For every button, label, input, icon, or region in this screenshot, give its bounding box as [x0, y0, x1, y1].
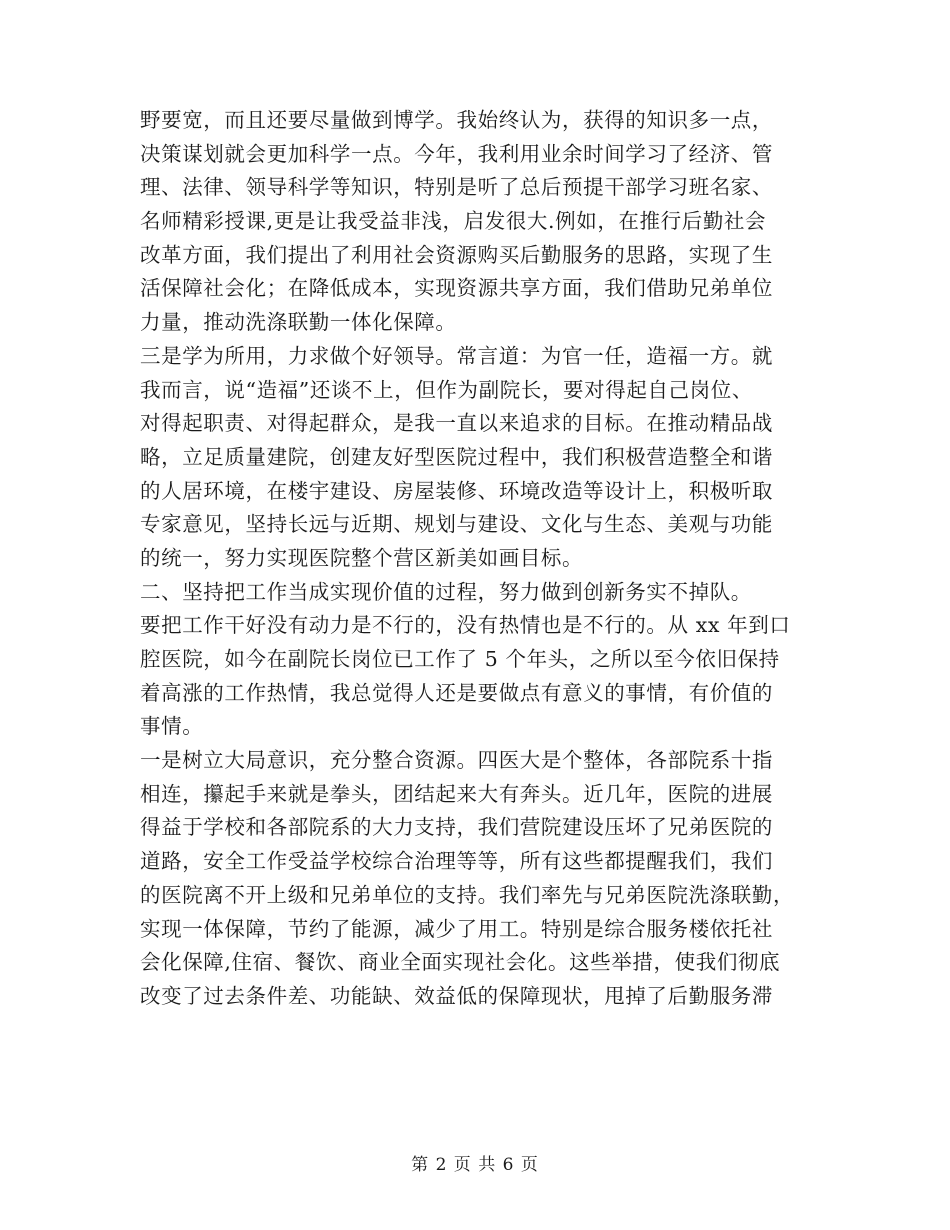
- text-line: 一是树立大局意识，充分整合资源。四医大是个整体，各部院系十指: [140, 748, 773, 773]
- text-line: 名师精彩授课,更是让我受益非浅，启发很大.例如，在推行后勤社会: [140, 209, 767, 234]
- text-line: 实现一体保障，节约了能源，减少了用工。特别是综合服务楼依托社: [140, 916, 773, 941]
- document-body: [140, 104, 810, 1014]
- text-line: 野要宽，而且还要尽量做到博学。我始终认为，获得的知识多一点，: [140, 108, 773, 132]
- text-line: 对得起职责、对得起群众，是我一直以来追求的目标。在推动精品战: [140, 411, 773, 436]
- text-line: 要把工作干好没有动力是不行的，没有热情也是不行的。从 xx 年到口: [140, 613, 791, 638]
- text-line: 改革方面，我们提出了利用社会资源购买后勤服务的思路，实现了生: [140, 242, 773, 267]
- text-line: 腔医院，如今在副院长岗位已工作了 5 个年头，之所以至今依旧保持: [140, 647, 780, 671]
- text-line: 改变了过去条件差、功能缺、效益低的保障现状，甩掉了后勤服务滞: [140, 983, 773, 1008]
- text-line: 的统一，努力实现医院整个营区新美如画目标。: [140, 545, 584, 570]
- text-line: 力量，推动洗涤联勤一体化保障。: [140, 310, 457, 335]
- text-line: 我而言，说“造福”还谈不上，但作为副院长，要对得起自己岗位、: [140, 377, 753, 402]
- page-footer: 第 2 页 共 6 页: [411, 1155, 539, 1175]
- text-line: 相连，攥起手来就是拳头，团结起来大有奔头。近几年，医院的进展: [140, 781, 773, 806]
- text-line: 会化保障,住宿、餐饮、商业全面实现社会化。这些举措，使我们彻底: [140, 950, 781, 975]
- text-line: 的医院离不开上级和兄弟单位的支持。我们率先与兄弟医院洗涤联勤，: [140, 882, 795, 907]
- text-line: 专家意见，坚持长远与近期、规划与建设、文化与生态、美观与功能: [140, 512, 773, 537]
- text-line: 活保障社会化；在降低成本，实现资源共享方面，我们借助兄弟单位: [140, 276, 773, 301]
- text-line: 三是学为所用，力求做个好领导。常言道：为官一任，造福一方。就: [140, 343, 773, 368]
- text-line: 着高涨的工作热情，我总觉得人还是要做点有意义的事情，有价值的: [140, 680, 773, 705]
- text-line: 决策谋划就会更加科学一点。今年，我利用业余时间学习了经济、管: [140, 141, 773, 166]
- text-line: 理、法律、领导科学等知识，特别是听了总后预提干部学习班名家、: [140, 175, 773, 200]
- text-line: 得益于学校和各部院系的大力支持，我们营院建设压坏了兄弟医院的: [140, 815, 773, 840]
- text-line: 二、坚持把工作当成实现价值的过程，努力做到创新务实不掉队。: [140, 579, 752, 604]
- text-line: 道路，安全工作受益学校综合治理等等，所有这些都提醒我们，我们: [140, 849, 773, 874]
- text-line: 的人居环境，在楼宇建设、房屋装修、环境改造等设计上，积极听取: [140, 478, 773, 503]
- text-line: 事情。: [140, 714, 204, 739]
- text-line: 略，立足质量建院，创建友好型医院过程中，我们积极营造整全和谐: [140, 444, 773, 469]
